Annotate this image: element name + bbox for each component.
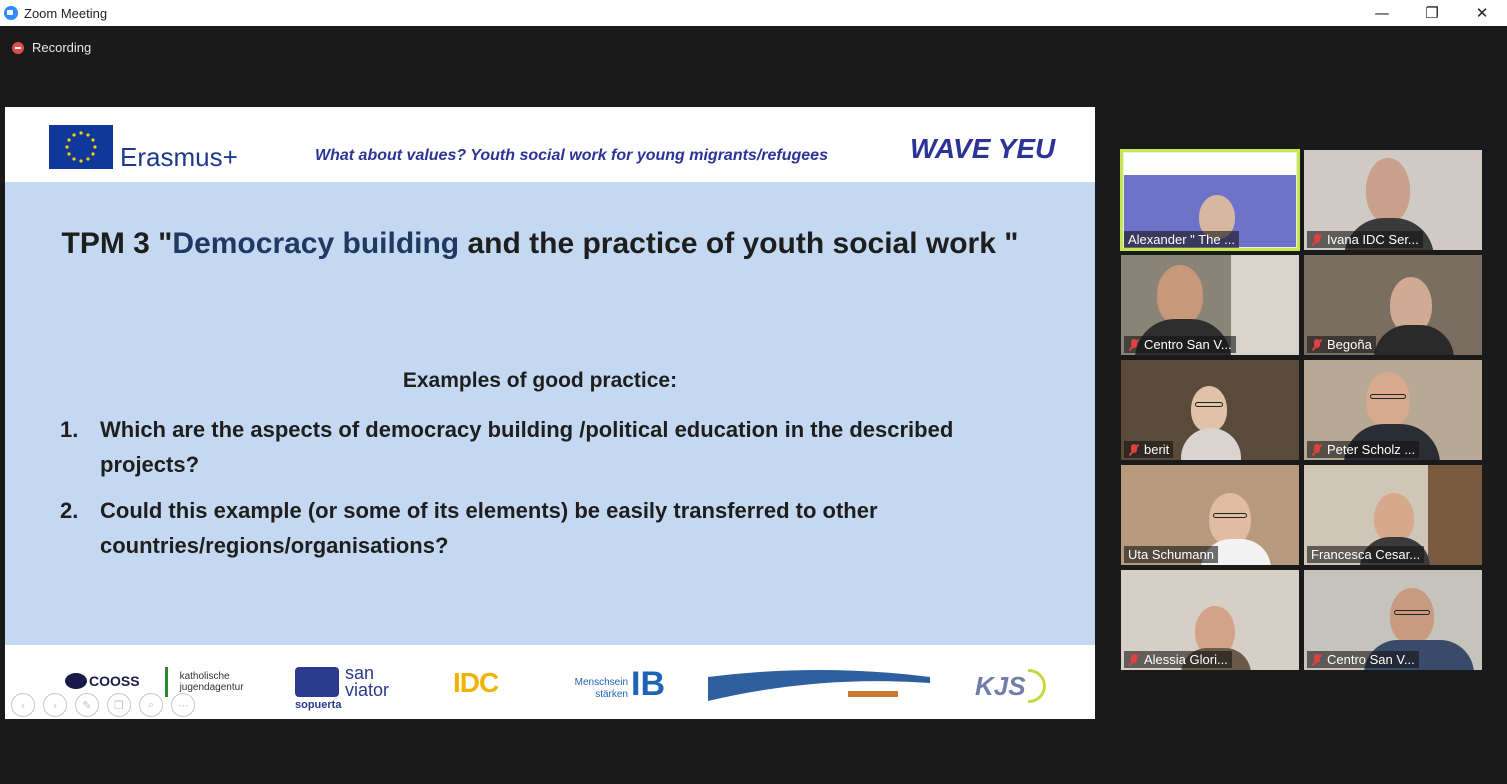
participant-body [1374, 325, 1454, 355]
participant-face [1191, 386, 1227, 432]
participant-name-label [1307, 546, 1424, 563]
zoom-app-icon [4, 6, 18, 20]
recording-indicator[interactable] [12, 40, 91, 55]
participant-glasses [1370, 394, 1406, 399]
participant-name: Alexander " The ... [1128, 232, 1235, 247]
bookshelf [1428, 465, 1482, 565]
participant-face [1374, 493, 1414, 543]
eu-flag-icon [49, 125, 113, 169]
participant-gallery [1121, 150, 1485, 670]
participant-name-label [1124, 336, 1236, 353]
slide-title-pre: TPM 3 " [61, 227, 173, 260]
participant-name-label [1307, 441, 1419, 458]
shared-banner [1124, 153, 1296, 175]
slide-brand: WAVE YEU [910, 133, 1056, 164]
participant-name: Begoña [1327, 337, 1372, 352]
zoom-icon[interactable]: ⌕ [139, 693, 163, 717]
close-button[interactable]: ✕ [1475, 4, 1489, 22]
participant-video-tile[interactable] [1121, 570, 1299, 670]
more-icon[interactable]: ⋯ [171, 693, 195, 717]
idc-logo: IDC [453, 667, 499, 698]
participant-name-label [1124, 441, 1173, 458]
question-number: 1. [60, 417, 79, 442]
participant-name-label [1307, 336, 1376, 353]
video-background [1231, 255, 1299, 355]
kja-logo-text: katholische jugendagentur [179, 671, 244, 693]
san-viator-logo [295, 665, 405, 699]
next-icon[interactable]: › [43, 693, 67, 717]
participant-body [1181, 428, 1241, 460]
muted-microphone-icon [1128, 653, 1140, 667]
participant-video-tile[interactable] [1304, 255, 1482, 355]
slide-title-highlight: Democracy building [172, 227, 460, 260]
kjs-logo-text: KJS [975, 670, 1026, 701]
question-list [60, 412, 1010, 574]
copy-icon[interactable]: ❐ [107, 693, 131, 717]
participant-video-tile[interactable] [1304, 150, 1482, 250]
participant-name: Ivana IDC Ser... [1327, 232, 1419, 247]
restore-button[interactable]: ❐ [1425, 4, 1439, 22]
pen-icon[interactable]: ✎ [75, 693, 99, 717]
participant-video-tile[interactable] [1304, 465, 1482, 565]
sopuerta-logo: sopuerta [295, 699, 342, 711]
sopuerta-mark-icon [295, 667, 339, 697]
menschsein-logo-text: Menschsein stärken [574, 677, 628, 700]
participant-face [1209, 493, 1251, 545]
participant-face [1366, 158, 1410, 222]
slide-title [45, 220, 1035, 268]
wave-swoosh-logo [708, 667, 933, 701]
kjs-arc-icon [1028, 669, 1046, 703]
question-number: 2. [60, 498, 79, 523]
cooss-logo [65, 673, 140, 689]
cooss-logo-text: COOSS [89, 673, 140, 689]
participant-face [1366, 372, 1410, 428]
muted-microphone-icon [1311, 443, 1323, 457]
participant-name: berit [1144, 442, 1170, 457]
question-item [60, 493, 1010, 563]
participant-name-label [1124, 231, 1239, 248]
participant-video-tile[interactable] [1121, 255, 1299, 355]
question-text: Which are the aspects of democracy building /political education in the described projects? [100, 417, 954, 477]
muted-microphone-icon [1311, 338, 1323, 352]
slide-tagline: What about values? Youth social work for young migrants/refugees [315, 147, 828, 164]
recording-icon [12, 42, 24, 54]
participant-glasses [1213, 513, 1247, 518]
participant-name-label [1124, 546, 1218, 563]
participant-video-tile[interactable] [1121, 360, 1299, 460]
kjs-logo [975, 669, 1046, 703]
window-title: Zoom Meeting [24, 5, 108, 21]
slide-title-post: and the practice of youth social work " [459, 227, 1019, 260]
question-text: Could this example (or some of its elements) be easily transferred to other countries/regions/organisations? [100, 498, 878, 558]
participant-name: Peter Scholz ... [1327, 442, 1416, 457]
previous-icon[interactable]: ‹ [11, 693, 35, 717]
participant-video-tile[interactable] [1121, 150, 1299, 250]
participant-video-tile[interactable] [1304, 570, 1482, 670]
participant-name: Alessia Glori... [1144, 652, 1228, 667]
muted-microphone-icon [1311, 653, 1323, 667]
participant-name-label [1124, 651, 1232, 668]
participant-name-label [1307, 651, 1419, 668]
participant-name-label [1307, 231, 1423, 248]
muted-microphone-icon [1128, 338, 1140, 352]
participant-glasses [1394, 610, 1430, 615]
participant-face [1157, 265, 1203, 325]
shared-screen-slide [5, 107, 1095, 719]
muted-microphone-icon [1311, 233, 1323, 247]
san-viator-text: san viator [345, 663, 390, 700]
erasmus-logo-text: Erasmus+ [120, 142, 238, 172]
participant-face [1390, 588, 1434, 644]
muted-microphone-icon [1128, 443, 1140, 457]
question-item [60, 412, 1010, 482]
cooss-mark-icon [65, 673, 87, 689]
participant-name: Uta Schumann [1128, 547, 1214, 562]
participant-name: Centro San V... [1144, 337, 1232, 352]
participant-glasses [1195, 402, 1223, 407]
window-controls [1357, 0, 1507, 26]
participant-name: Centro San V... [1327, 652, 1415, 667]
participant-name: Francesca Cesar... [1311, 547, 1421, 562]
participant-video-tile[interactable] [1121, 465, 1299, 565]
participant-video-tile[interactable] [1304, 360, 1482, 460]
recording-label: Recording [32, 40, 92, 55]
minimize-button[interactable]: — [1374, 4, 1390, 22]
window-title-bar [0, 0, 1507, 26]
examples-heading: Examples of good practice: [402, 369, 678, 392]
ib-logo: IB [631, 665, 665, 703]
slide-header [5, 107, 1095, 182]
slide-annotation-controls [11, 693, 203, 717]
